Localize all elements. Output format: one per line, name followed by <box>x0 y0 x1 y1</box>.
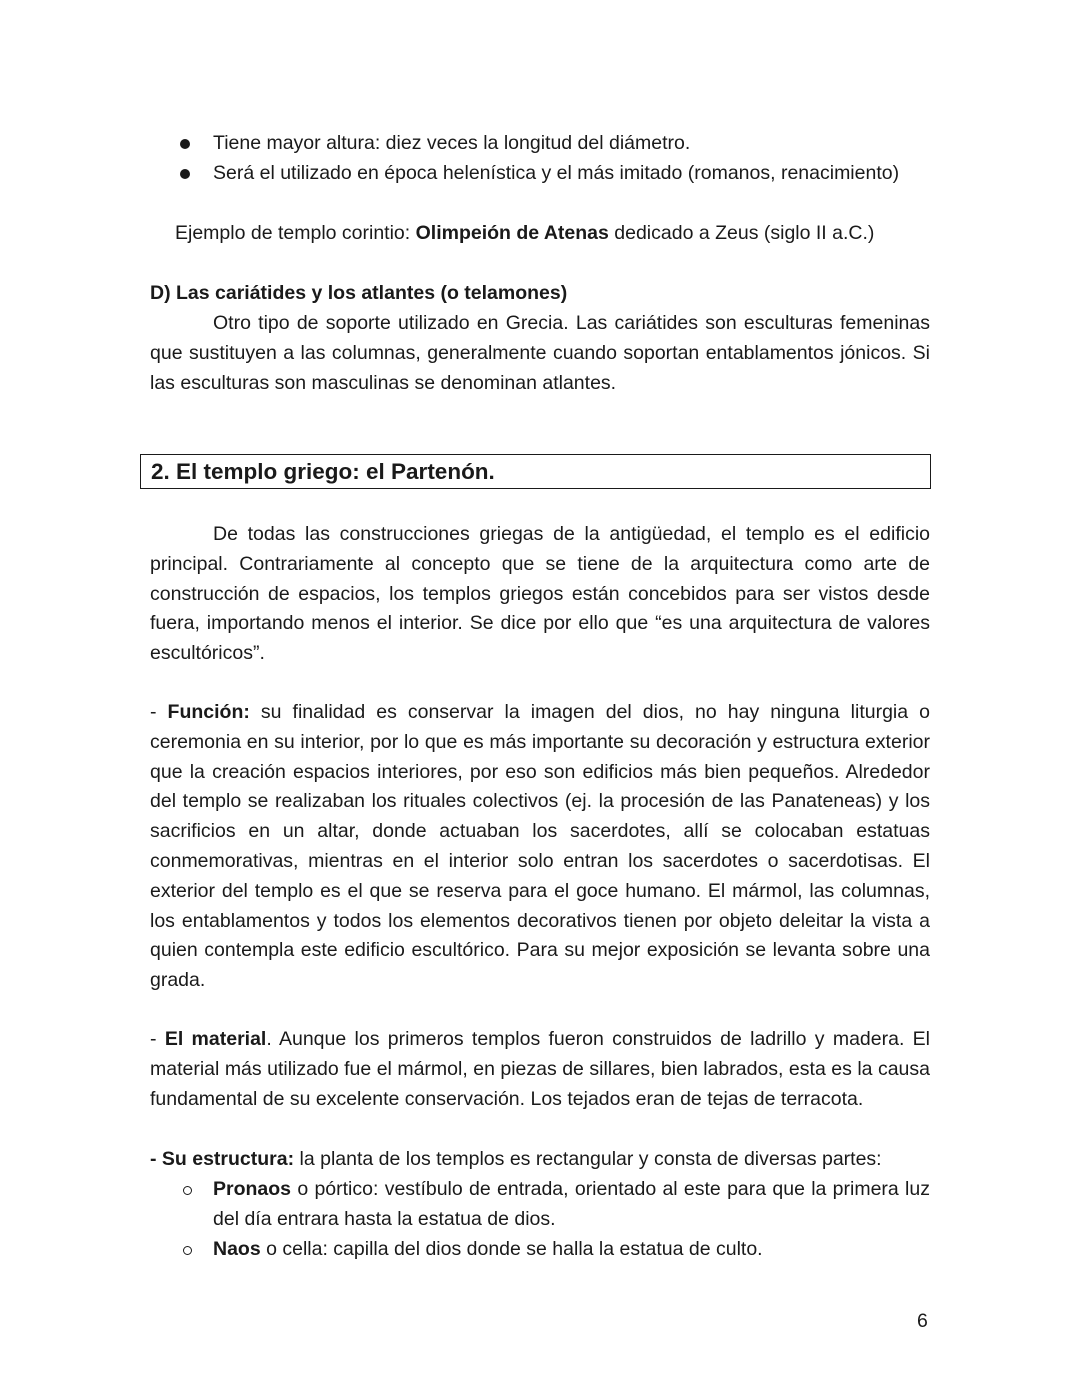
section-2-title: 2. El templo griego: el Partenón. <box>151 459 495 484</box>
example-temple-name: Olimpeión de Atenas <box>415 222 609 244</box>
funcion-dash: - <box>150 701 168 723</box>
section-d-paragraph: Otro tipo de soporte utilizado en Grecia. Las cariátides son esculturas femeninas que sustituyen a las columnas, generalmente cuando soportan entablamentos jónicos. Si las esculturas son masculinas se denominan atlantes. <box>150 312 930 394</box>
estructura-text: la planta de los templos es rectangular y consta de diversas partes: <box>294 1148 882 1170</box>
temple-parts-list <box>150 1175 930 1264</box>
list-item <box>150 129 940 159</box>
example-prefix: Ejemplo de templo corintio: <box>175 222 416 244</box>
material-label: El material <box>164 1028 267 1050</box>
part-description: o cella: capilla del dios donde se halla la estatua de culto. <box>260 1237 763 1260</box>
material-text: . Aunque los primeros templos fueron construidos de ladrillo y madera. El material más utilizado fue el mármol, en piezas de sillares, bien labrados, esta es la causa fundamental de su excelente conservación. Los tejados eran de tejas de terracota. <box>150 1028 931 1110</box>
part-name: Naos <box>213 1237 261 1260</box>
funcion-paragraph <box>150 698 930 996</box>
funcion-text: su finalidad es conservar la imagen del dios, no hay ninguna liturgia o ceremonia en su interior, por lo que es más importante su decoración y estructura exterior que la creación espacios interiores, por eso son edificios más bien pequeños. Alrededor del templo se realizaban los rituales colectivos (ej. la procesión de las Panateneas) y los sacrificios en un altar, donde actuaban los sacerdotes, allí se colocaban estatuas conmemorativas, mientras en el interior solo entran los sacerdotes o sacerdotisas. El exterior del templo es el que se reserva para el goce humano. El mármol, las columnas, los entablamentos y todos los elementos decorativos tienen por objeto deleitar la vista a quien contempla este edificio escultórico. Para su mejor exposición se levanta sobre una grada. <box>150 701 930 992</box>
circle-bullet-icon <box>183 1186 192 1195</box>
section-2-title-box <box>140 454 931 489</box>
funcion-label: Función: <box>167 701 250 723</box>
page-number: 6 <box>917 1310 928 1332</box>
part-name: Pronaos <box>213 1178 292 1200</box>
material-dash: - <box>150 1028 165 1050</box>
bullet-icon <box>180 139 190 149</box>
list-item <box>150 159 940 189</box>
list-item <box>150 1175 930 1235</box>
bullet-text: Será el utilizado en época helenística y el más imitado (romanos, renacimiento) <box>213 161 900 184</box>
bullet-icon <box>180 169 190 179</box>
bullet-text: Tiene mayor altura: diez veces la longitud del diámetro. <box>213 132 691 154</box>
part-description: o pórtico: vestíbulo de entrada, orientado al este para que la primera luz del día entrara hasta la estatua de dios. <box>213 1178 930 1230</box>
corinthian-example <box>175 219 874 249</box>
parthenon-intro-paragraph: De todas las construcciones griegas de la antigüedad, el templo es el edificio principal. Contrariamente al concepto que se tiene de la arquitectura como arte de construcción de espacios, los templos griegos están concebidos para ser vistos desde fuera, importando menos el interior. Se dice por ello que “es una arquitectura de valores escultóricos”. <box>150 523 930 665</box>
material-paragraph <box>150 1025 930 1114</box>
section-d-heading: D) Las cariátides y los atlantes (o telamones) <box>150 282 568 304</box>
estructura-label: - Su estructura: <box>150 1148 295 1170</box>
corinthian-features-list <box>150 129 940 188</box>
example-suffix: dedicado a Zeus (siglo II a.C.) <box>608 222 875 244</box>
list-item <box>150 1235 930 1265</box>
estructura-paragraph <box>150 1145 930 1175</box>
circle-bullet-icon <box>183 1246 192 1255</box>
